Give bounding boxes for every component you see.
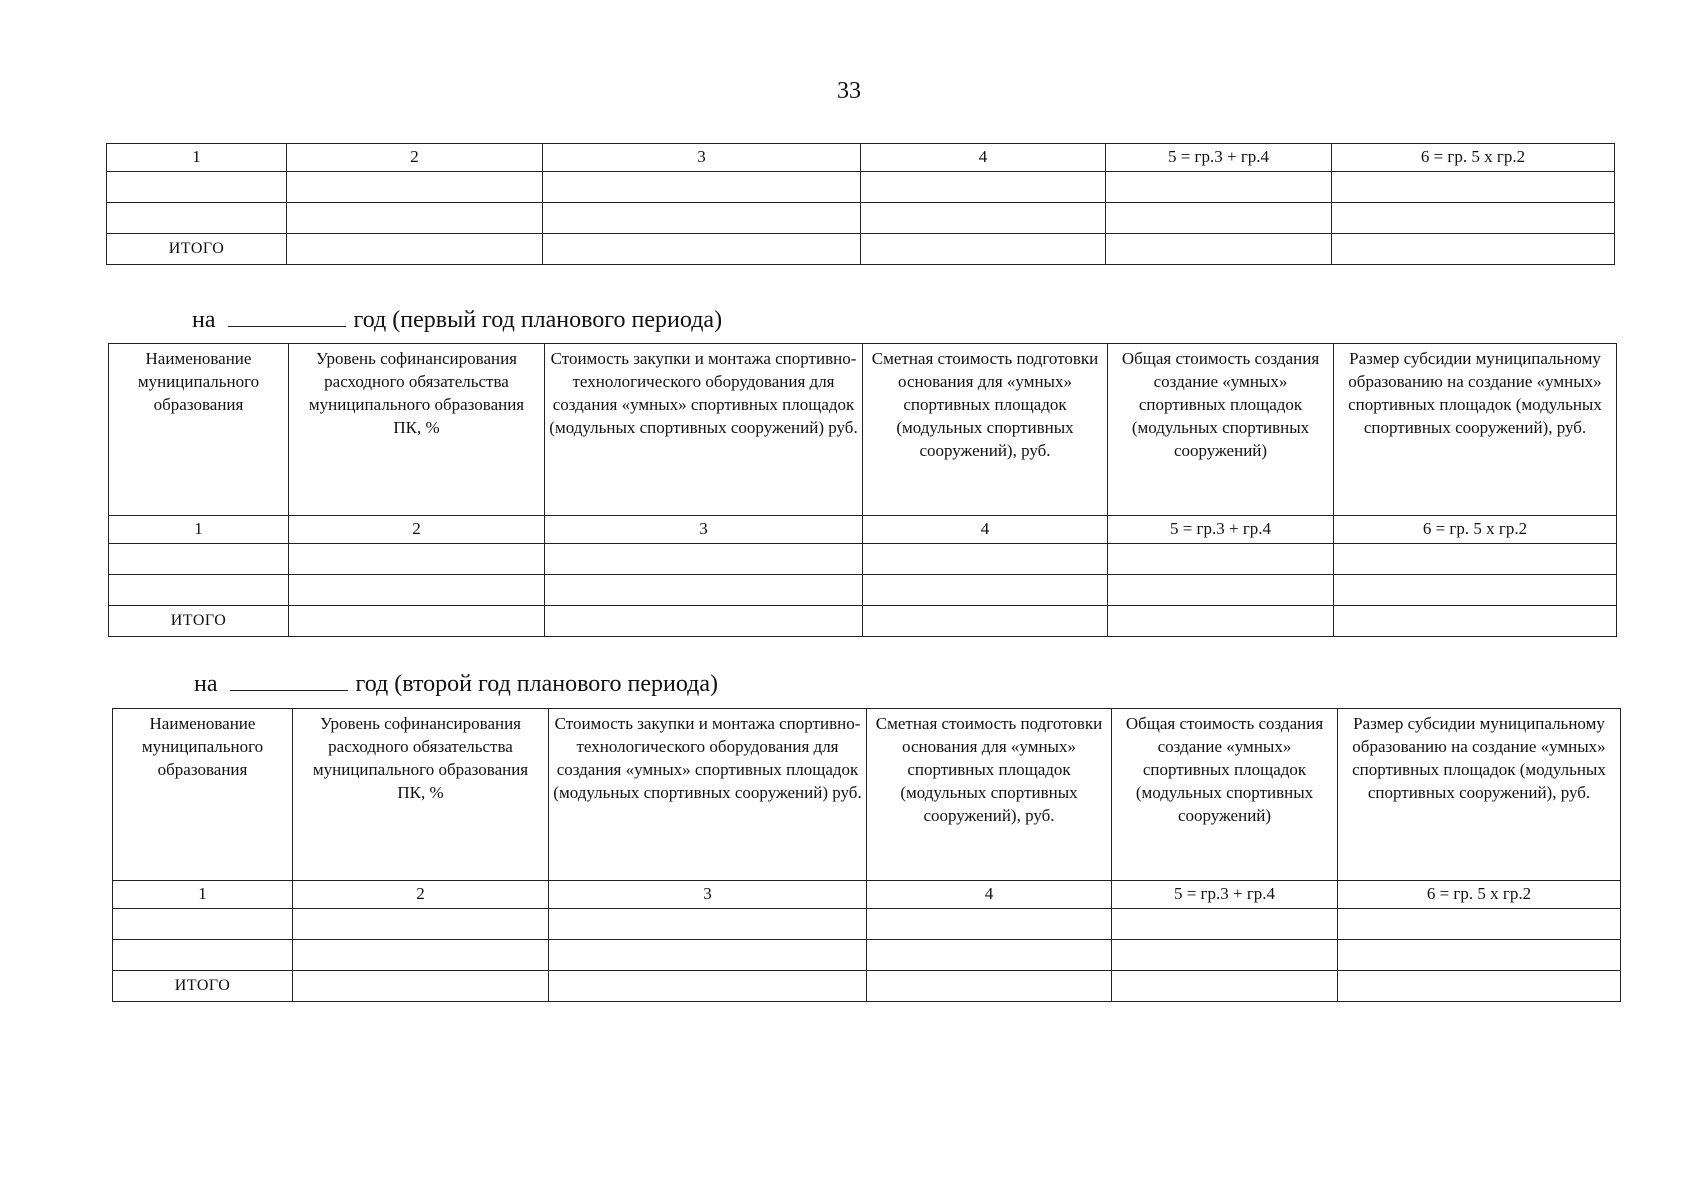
year-blank-field[interactable] <box>230 670 348 691</box>
table-row <box>109 575 1617 606</box>
empty-cell[interactable] <box>289 544 545 575</box>
empty-cell[interactable] <box>543 172 861 203</box>
empty-cell[interactable] <box>549 971 867 1002</box>
empty-cell[interactable] <box>1108 575 1334 606</box>
column-header: Наименование муниципального образования <box>113 709 293 881</box>
total-row <box>107 234 1615 265</box>
empty-cell[interactable] <box>293 909 549 940</box>
table-first-planning-year <box>108 343 1617 637</box>
column-header: Сметная стоимость подготовки основания для «умных» спортивных площадок (модульных спортивных сооружений), руб. <box>867 709 1112 881</box>
column-number: 1 <box>113 881 293 909</box>
column-header: Уровень софинансирования расходного обязательства муниципального образования ПК, % <box>293 709 549 881</box>
column-number-row <box>109 516 1617 544</box>
empty-cell[interactable] <box>289 606 545 637</box>
column-number: 1 <box>107 144 287 172</box>
heading-suffix: год (первый год планового периода) <box>353 307 723 333</box>
column-header: Стоимость закупки и монтажа спортивно-технологического оборудования для создания «умных» спортивных площадок (модульных спортивных сооружений) руб. <box>545 344 863 516</box>
empty-cell[interactable] <box>1332 203 1615 234</box>
column-header: Наименование муниципального образования <box>109 344 289 516</box>
empty-cell[interactable] <box>1338 971 1621 1002</box>
empty-cell[interactable] <box>545 544 863 575</box>
empty-cell[interactable] <box>549 940 867 971</box>
table-continued <box>106 143 1615 265</box>
empty-cell[interactable] <box>1106 172 1332 203</box>
empty-cell[interactable] <box>107 172 287 203</box>
year-blank-field[interactable] <box>228 306 346 327</box>
column-number: 1 <box>109 516 289 544</box>
empty-cell[interactable] <box>863 544 1108 575</box>
empty-cell[interactable] <box>1334 544 1617 575</box>
column-number: 3 <box>543 144 861 172</box>
empty-cell[interactable] <box>861 203 1106 234</box>
column-number: 6 = гр. 5 х гр.2 <box>1334 516 1617 544</box>
empty-cell[interactable] <box>1334 575 1617 606</box>
column-number: 3 <box>549 881 867 909</box>
empty-cell[interactable] <box>287 203 543 234</box>
total-row <box>109 606 1617 637</box>
column-number: 6 = гр. 5 х гр.2 <box>1338 881 1621 909</box>
empty-cell[interactable] <box>1106 203 1332 234</box>
table-row <box>107 203 1615 234</box>
column-number: 2 <box>287 144 543 172</box>
empty-cell[interactable] <box>549 909 867 940</box>
empty-cell[interactable] <box>867 909 1112 940</box>
column-number: 4 <box>867 881 1112 909</box>
column-header: Сметная стоимость подготовки основания для «умных» спортивных площадок (модульных спортивных сооружений), руб. <box>863 344 1108 516</box>
empty-cell[interactable] <box>867 971 1112 1002</box>
header-row <box>113 709 1621 881</box>
empty-cell[interactable] <box>113 940 293 971</box>
table-second-planning-year <box>112 708 1621 1002</box>
empty-cell[interactable] <box>293 971 549 1002</box>
empty-cell[interactable] <box>1332 172 1615 203</box>
empty-cell[interactable] <box>1112 909 1338 940</box>
empty-cell[interactable] <box>107 203 287 234</box>
empty-cell[interactable] <box>545 575 863 606</box>
column-number-row <box>113 881 1621 909</box>
empty-cell[interactable] <box>113 909 293 940</box>
total-row <box>113 971 1621 1002</box>
column-header: Размер субсидии муниципальному образованию на создание «умных» спортивных площадок (модульных спортивных сооружений), руб. <box>1338 709 1621 881</box>
empty-cell[interactable] <box>289 575 545 606</box>
empty-cell[interactable] <box>863 606 1108 637</box>
section-heading <box>194 670 718 698</box>
column-number: 2 <box>289 516 545 544</box>
column-header: Стоимость закупки и монтажа спортивно-технологического оборудования для создания «умных» спортивных площадок (модульных спортивных сооружений) руб. <box>549 709 867 881</box>
heading-suffix: год (второй год планового периода) <box>355 671 719 697</box>
table-row <box>109 544 1617 575</box>
empty-cell[interactable] <box>1338 909 1621 940</box>
table-row <box>113 940 1621 971</box>
column-number: 2 <box>293 881 549 909</box>
column-number: 6 = гр. 5 х гр.2 <box>1332 144 1615 172</box>
column-number-row <box>107 144 1615 172</box>
empty-cell[interactable] <box>545 606 863 637</box>
empty-cell[interactable] <box>861 172 1106 203</box>
header-row <box>109 344 1617 516</box>
column-header: Общая стоимость создания создание «умных» спортивных площадок (модульных спортивных сооружений) <box>1108 344 1334 516</box>
total-label: ИТОГО <box>109 606 289 637</box>
heading-prefix: на <box>194 671 218 697</box>
column-header: Общая стоимость создания создание «умных» спортивных площадок (модульных спортивных сооружений) <box>1112 709 1338 881</box>
empty-cell[interactable] <box>861 234 1106 265</box>
empty-cell[interactable] <box>1338 940 1621 971</box>
table-row <box>113 909 1621 940</box>
empty-cell[interactable] <box>1106 234 1332 265</box>
column-number: 3 <box>545 516 863 544</box>
column-number: 4 <box>863 516 1108 544</box>
total-label: ИТОГО <box>107 234 287 265</box>
heading-prefix: на <box>192 307 216 333</box>
column-number: 5 = гр.3 + гр.4 <box>1106 144 1332 172</box>
empty-cell[interactable] <box>1112 971 1338 1002</box>
column-number: 5 = гр.3 + гр.4 <box>1112 881 1338 909</box>
empty-cell[interactable] <box>287 172 543 203</box>
empty-cell[interactable] <box>287 234 543 265</box>
empty-cell[interactable] <box>863 575 1108 606</box>
empty-cell[interactable] <box>543 203 861 234</box>
column-number: 5 = гр.3 + гр.4 <box>1108 516 1334 544</box>
empty-cell[interactable] <box>1108 544 1334 575</box>
empty-cell[interactable] <box>1108 606 1334 637</box>
section-heading <box>192 306 722 334</box>
empty-cell[interactable] <box>1112 940 1338 971</box>
empty-cell[interactable] <box>543 234 861 265</box>
column-number: 4 <box>861 144 1106 172</box>
empty-cell[interactable] <box>109 575 289 606</box>
empty-cell[interactable] <box>293 940 549 971</box>
column-header: Уровень софинансирования расходного обязательства муниципального образования ПК, % <box>289 344 545 516</box>
page-number: 33 <box>837 78 861 104</box>
empty-cell[interactable] <box>1334 606 1617 637</box>
column-header: Размер субсидии муниципальному образованию на создание «умных» спортивных площадок (модульных спортивных сооружений), руб. <box>1334 344 1617 516</box>
table-row <box>107 172 1615 203</box>
empty-cell[interactable] <box>867 940 1112 971</box>
total-label: ИТОГО <box>113 971 293 1002</box>
empty-cell[interactable] <box>1332 234 1615 265</box>
empty-cell[interactable] <box>109 544 289 575</box>
